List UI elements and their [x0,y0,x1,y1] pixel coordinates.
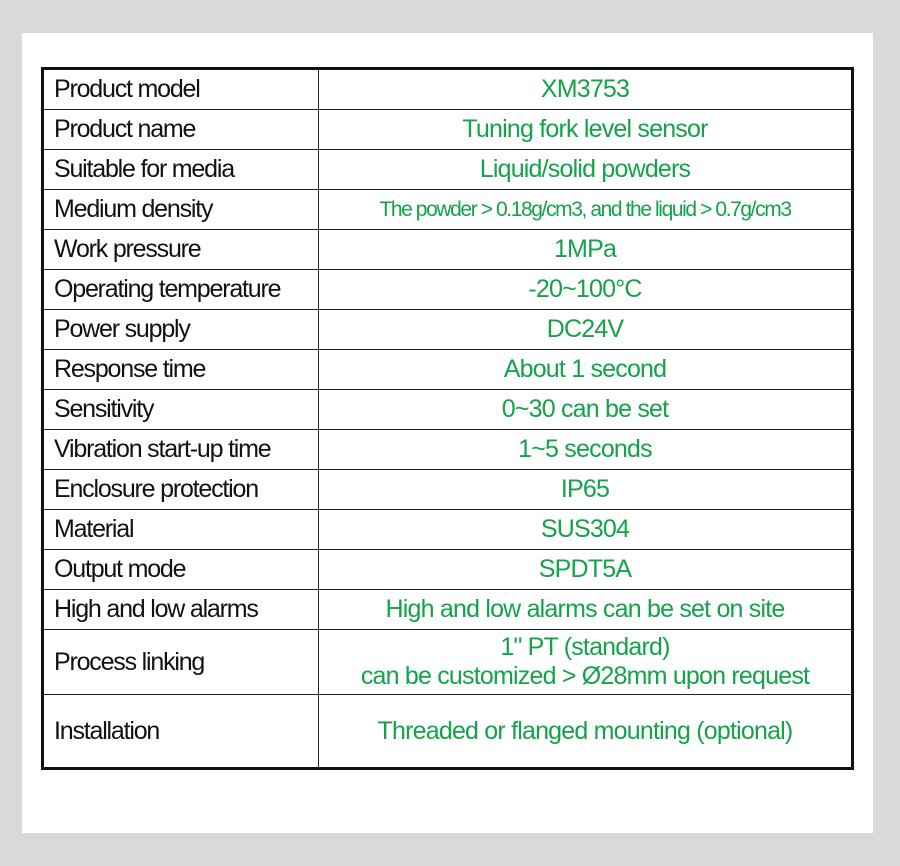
spec-label: Product model [43,69,319,110]
spec-value: SPDT5A [319,550,853,590]
spec-value: IP65 [319,470,853,510]
table-row [43,695,853,769]
table-row [43,430,853,470]
table-row [43,270,853,310]
table-row [43,110,853,150]
spec-value: XM3753 [319,69,853,110]
table-row [43,470,853,510]
table-row [43,69,853,110]
spec-label: Operating temperature [43,270,319,310]
table-row [43,630,853,695]
spec-label: Installation [43,695,319,769]
spec-label: Work pressure [43,230,319,270]
spec-label: Medium density [43,190,319,230]
specification-table [41,67,854,770]
spec-label: Sensitivity [43,390,319,430]
spec-label: Power supply [43,310,319,350]
spec-label: Product name [43,110,319,150]
table-row [43,190,853,230]
table-row [43,390,853,430]
table-row [43,350,853,390]
spec-label: High and low alarms [43,590,319,630]
table-row [43,550,853,590]
spec-value: The powder > 0.18g/cm3, and the liquid > 0.7g/cm3 [319,190,853,230]
spec-value [319,630,853,695]
spec-label: Response time [43,350,319,390]
spec-label: Output mode [43,550,319,590]
table-row [43,310,853,350]
spec-label: Vibration start-up time [43,430,319,470]
spec-label: Enclosure protection [43,470,319,510]
spec-label: Material [43,510,319,550]
spec-value: Tuning fork level sensor [319,110,853,150]
spec-value: 1~5 seconds [319,430,853,470]
spec-value: -20~100°C [319,270,853,310]
spec-value: 0~30 can be set [319,390,853,430]
spec-value: High and low alarms can be set on site [319,590,853,630]
spec-value-line: can be customized > Ø28mm upon request [360,662,810,690]
spec-value: About 1 second [319,350,853,390]
spec-value: Threaded or flanged mounting (optional) [319,695,853,769]
spec-label: Suitable for media [43,150,319,190]
spec-value: Liquid/solid powders [319,150,853,190]
spec-value-line: 1" PT (standard) [500,633,670,662]
table-row [43,510,853,550]
table-row [43,590,853,630]
table-row [43,150,853,190]
spec-value: DC24V [319,310,853,350]
spec-value: 1MPa [319,230,853,270]
spec-value: SUS304 [319,510,853,550]
table-row [43,230,853,270]
spec-label: Process linking [43,630,319,695]
